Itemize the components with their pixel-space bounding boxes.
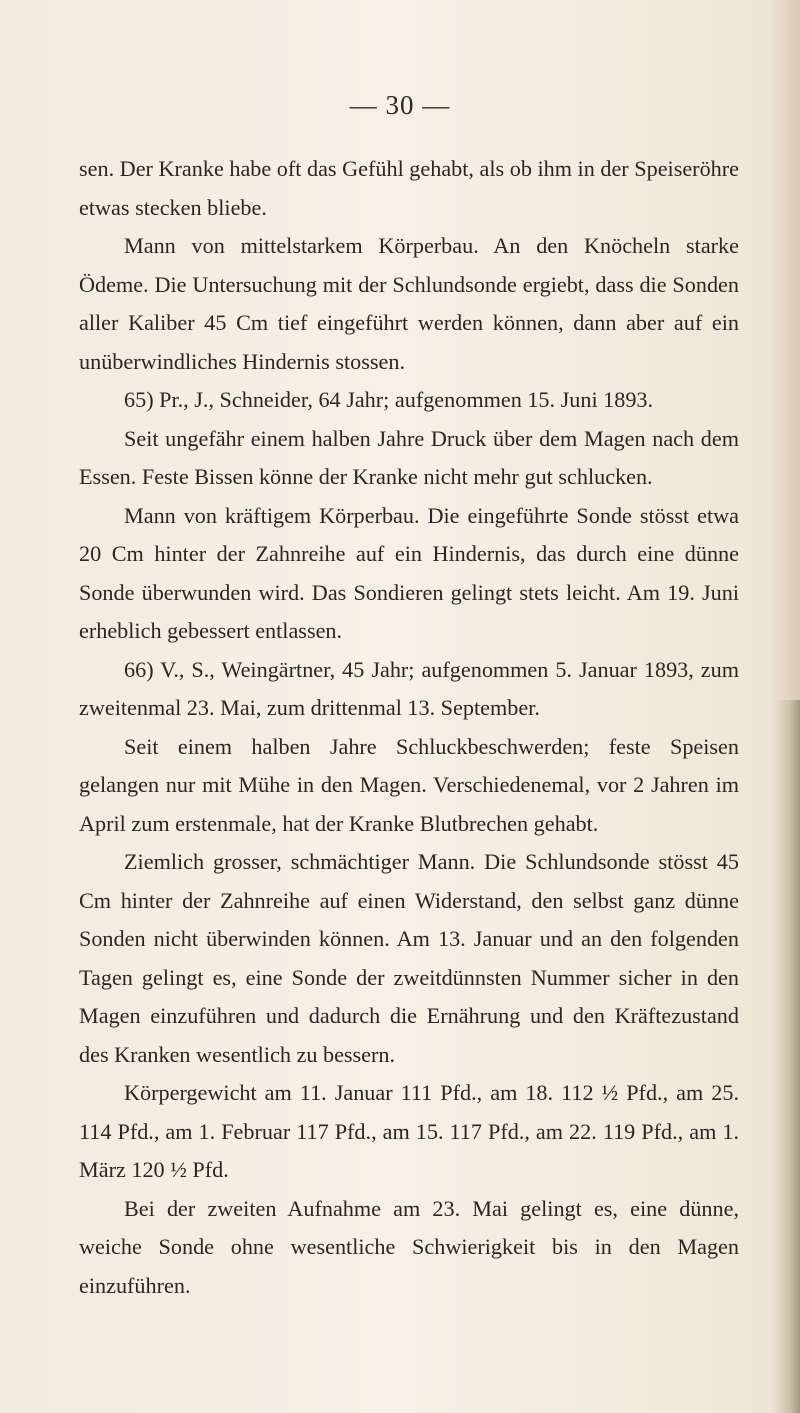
paragraph: Bei der zweiten Aufnahme am 23. Mai gelingt es, eine dünne, weiche Sonde ohne wesentliche Schwierigkeit bis in den Magen einzuführen.	[79, 1195, 739, 1298]
page-number: — 30 —	[349, 90, 451, 120]
body-text	[79, 150, 739, 1305]
case-heading-65: 65) Pr., J., Schneider, 64 Jahr; aufgenommen 15. Juni 1893.	[124, 387, 654, 412]
paragraph: Mann von mittelstarkem Körperbau. An den Knöcheln starke Ödeme. Die Untersuchung mit der Schlundsonde ergiebt, dass die Sonden aller Kaliber 45 Cm tief eingeführt werden können, dann aber auf ein unüberwindliches Hindernis stossen.	[79, 233, 739, 374]
paragraph: Mann von kräftigem Körperbau. Die eingeführte Sonde stösst etwa 20 Cm hinter der Zahnreihe auf ein Hindernis, das durch eine dünne Sonde überwunden wird. Das Sondieren gelingt stets leicht. Am 19. Juni erheblich gebessert entlassen.	[79, 502, 739, 643]
paragraph: Körpergewicht am 11. Januar 111 Pfd., am 18. 112 ½ Pfd., am 25. 114 Pfd., am 1. Februar 117 Pfd., am 15. 117 Pfd., am 22. 119 Pfd., am 1. März 120 ½ Pfd.	[79, 1080, 739, 1182]
paragraph: Ziemlich grosser, schmächtiger Mann. Die Schlundsonde stösst 45 Cm hinter der Zahnreihe auf einen Widerstand, den selbst ganz dünne Sonden nicht überwinden können. Am 13. Januar und an den folgenden Tagen gelingt es, eine Sonde der zweitdünnsten Nummer sicher in den Magen einzuführen und dadurch die Ernährung und den Kräftezustand des Kranken wesentlich zu bessern.	[79, 849, 739, 1067]
page-edge-stain	[774, 700, 800, 1413]
paragraph: sen. Der Kranke habe oft das Gefühl gehabt, als ob ihm in der Speiseröhre etwas stecken bliebe.	[79, 156, 739, 220]
paragraph: Seit einem halben Jahre Schluckbeschwerden; feste Speisen gelangen nur mit Mühe in den Magen. Verschiedenemal, vor 2 Jahren im April zum erstenmale, hat der Kranke Blutbrechen gehabt.	[79, 733, 739, 836]
paragraph: Seit ungefähr einem halben Jahre Druck über dem Magen nach dem Essen. Feste Bissen könne der Kranke nicht mehr gut schlucken.	[79, 425, 739, 489]
case-heading-66: 66) V., S., Weingärtner, 45 Jahr; aufgenommen 5. Januar 1893, zum zweitenmal 23. Mai, zum drittenmal 13. September.	[79, 656, 739, 720]
